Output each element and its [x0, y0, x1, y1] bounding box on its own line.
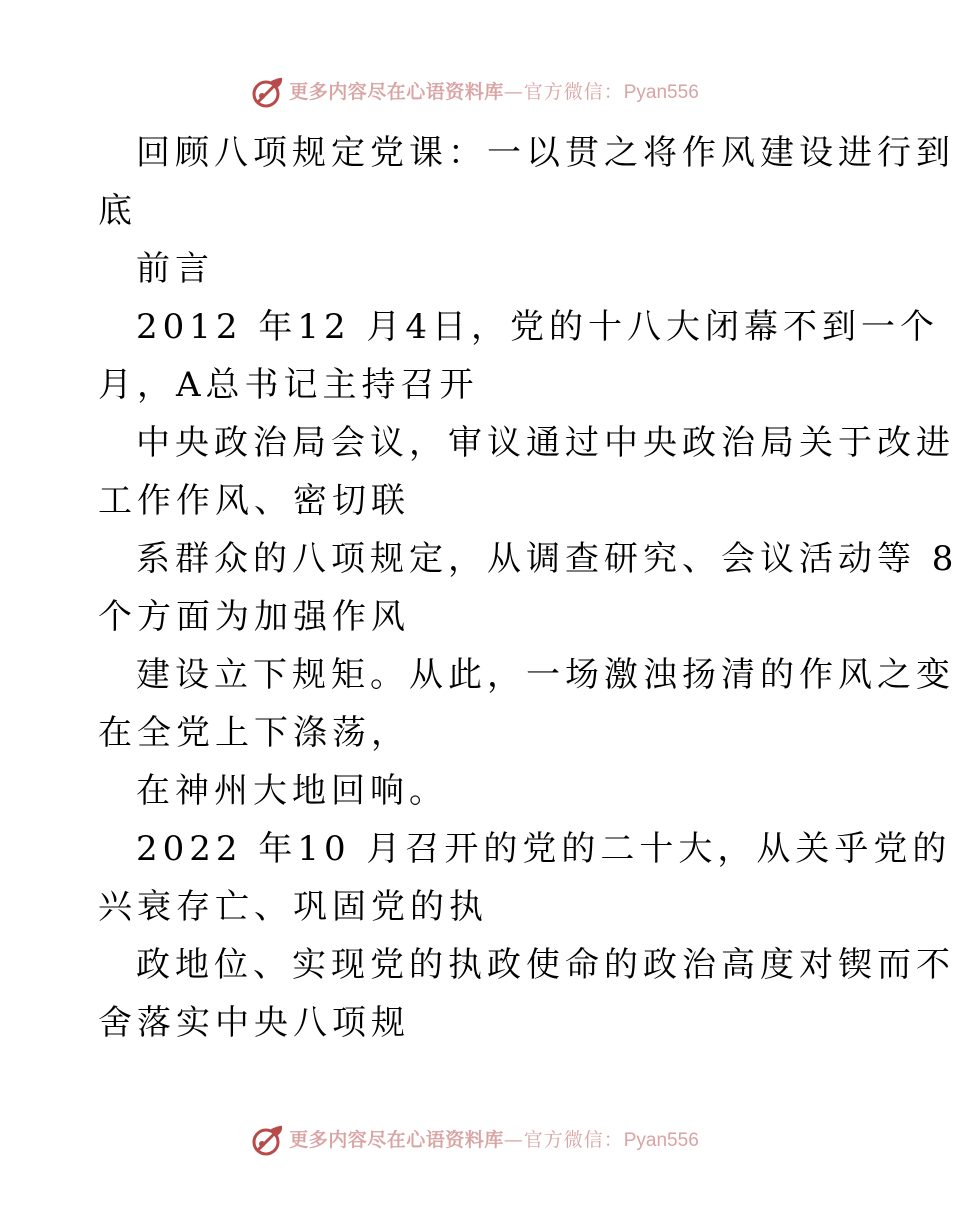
- paragraph-line: 工作作风、密切联: [98, 481, 410, 521]
- paragraph-line: 舍落实中央八项规: [98, 1003, 410, 1043]
- watermark-wechat-id: Pyan556: [623, 81, 699, 103]
- paragraph-line: 兴衰存亡、巩固党的执: [98, 887, 488, 927]
- paragraph-line: 2012 年12 月4日，党的十八大闭幕不到一个: [136, 307, 940, 347]
- paragraph-line: 政地位、实现党的执政使命的政治高度对锲而不: [136, 945, 955, 985]
- paragraph-line: 月，A总书记主持召开: [98, 365, 479, 405]
- document-body: [98, 124, 958, 1052]
- watermark-official-text: —官方微信：: [503, 80, 624, 103]
- document-title-continued: 底: [98, 191, 137, 231]
- watermark-main-text: 更多内容尽在心语资料库: [289, 80, 504, 103]
- watermark-official-text: —官方微信：: [503, 1128, 624, 1151]
- paragraph-line: 个方面为加强作风: [98, 597, 410, 637]
- watermark-wechat-id: Pyan556: [623, 1129, 699, 1151]
- quill-logo-icon: [251, 1123, 285, 1157]
- document-title: 回顾八项规定党课：一以贯之将作风建设进行到: [136, 133, 955, 173]
- footer-watermark: [0, 1120, 950, 1160]
- paragraph-line: 在神州大地回响。: [136, 771, 448, 811]
- paragraph-line: 在全党上下涤荡，: [98, 713, 410, 753]
- quill-logo-icon: [251, 75, 285, 109]
- paragraph-line: 系群众的八项规定，从调查研究、会议活动等 8: [136, 539, 958, 579]
- header-watermark: [0, 72, 950, 112]
- watermark-main-text: 更多内容尽在心语资料库: [289, 1128, 504, 1151]
- paragraph-line: 2022 年10 月召开的党的二十大，从关乎党的: [136, 829, 952, 869]
- paragraph-line: 建设立下规矩。从此，一场激浊扬清的作风之变: [136, 655, 955, 695]
- paragraph-line: 中央政治局会议，审议通过中央政治局关于改进: [136, 423, 955, 463]
- section-heading-preface: 前言: [136, 249, 214, 289]
